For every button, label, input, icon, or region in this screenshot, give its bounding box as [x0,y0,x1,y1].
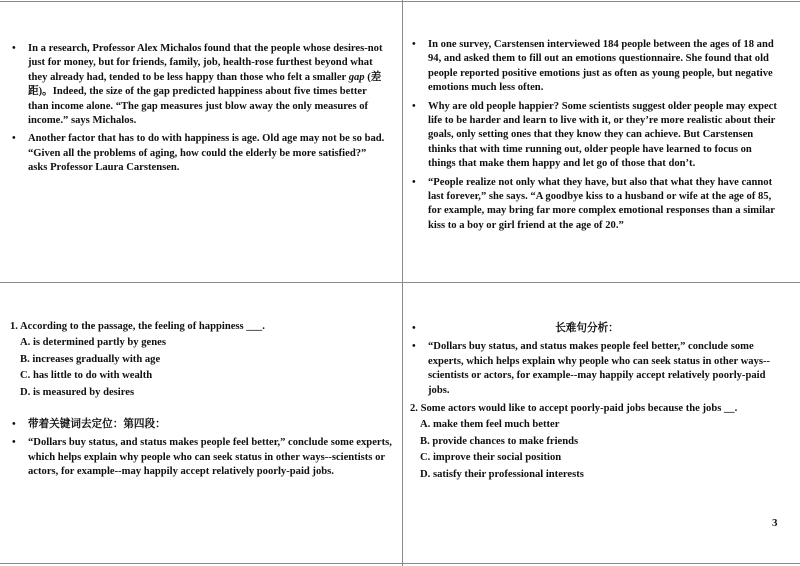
bullet-item [410,176,782,234]
bullet-item [10,42,388,128]
bullet-text-pre: In a research, Professor Alex Michalos found that the people whose desires-not just for money, but for friends, family, job, health-rose furthest beyond what they already had, tended to be less happy than those who felt a smaller [28,43,383,83]
question-2: 2. Some actors would like to accept poorly-paid jobs because the jobs __. [410,403,738,415]
bullet-item [10,418,392,432]
bullet-item [410,38,782,96]
bullet-text-italic: gap [348,71,365,83]
slide-bottom-right [410,322,782,484]
option-c: C. improve their social position [420,452,562,464]
bullet-text: Why are old people happier? Some scientists suggest older people may expect life to be harder and learn to live with it, or they’re more realistic about their goals, only setting ones that they know they can achieve. But Carstensen thinks that with time running out, older people have learned to focus on things that make them happy and let go of those that don’t. [428,100,777,170]
bullet-text: Another factor that has to do with happiness is age. Old age may not be so bad. “Given all the problems of aging, how could the elderly be more satisfied?” asks Professor Laura Carstensen. [28,133,385,174]
bullet-item [410,100,782,172]
bullet-icon: • [412,323,416,334]
middle-divider [0,282,800,283]
option-b: B. increases gradually with age [20,353,161,365]
option-d: D. satisfy their professional interests [420,468,584,480]
bullet-icon: • [12,133,16,145]
bullet-text: “Dollars buy status, and status makes people feel better,” conclude some experts, which helps explain why people who can seek status in other ways--scientists or actors, for example--may happily accept relatively poorly-paid jobs. [28,437,392,478]
bullet-item [410,340,782,398]
option-a: A. is determined partly by genes [20,337,166,349]
bullet-text: “People realize not only what they have, but also that what they have cannot last forever,” she says. “A goodbye kiss to a husband or wife at the age of 85, for example, may bring far more complex emotional responses than a similar kiss to a boy or girl friend at the age of 20.” [428,176,775,231]
bullet-icon: • [12,437,16,449]
slide-top-left [10,42,388,180]
bullet-icon: • [412,341,416,353]
option-c: C. has little to do with wealth [20,370,153,382]
option-b: B. provide chances to make friends [420,435,579,447]
bullet-icon: • [412,100,416,112]
page-number: 3 [772,517,778,529]
section-heading: 长难句分析： [555,323,619,334]
slide-top-right [410,38,782,237]
question-1: 1. According to the passage, the feeling of happiness ___. [10,321,265,332]
bullet-icon: • [412,176,416,188]
option-d: D. is measured by desires [20,386,135,398]
bullet-icon: • [412,39,416,50]
bullet-item [10,436,392,479]
top-border [0,1,800,2]
bullet-item [410,322,782,336]
bullet-text-post: (差距)。Indeed, the size of the gap predicted happiness about five times better than income alone. “The gap measures just blow away the only measures of income.” says Michalos. [28,71,382,127]
locate-keyword-note: 带着关键词去定位：第四段： [28,419,166,431]
bullet-text: “Dollars buy status, and status makes people feel better,” conclude some experts, which helps explain why people who can seek status in other ways--scientists or actors, for example--may happily accept relatively poorly-paid jobs. [428,341,771,396]
bullet-icon: • [12,43,16,54]
bullet-item [10,132,388,175]
slide-bottom-left [10,320,392,484]
option-a: A. make them feel much better [420,419,560,431]
bullet-icon: • [12,419,16,431]
center-divider [402,0,403,566]
bullet-text: In one survey, Carstensen interviewed 184 people between the ages of 18 and 94, and asked them to fill out an emotions questionnaire. She found that old people reported positive emotions just as often as young people, but negative emotions much less often. [428,39,774,94]
bottom-border [0,563,800,564]
